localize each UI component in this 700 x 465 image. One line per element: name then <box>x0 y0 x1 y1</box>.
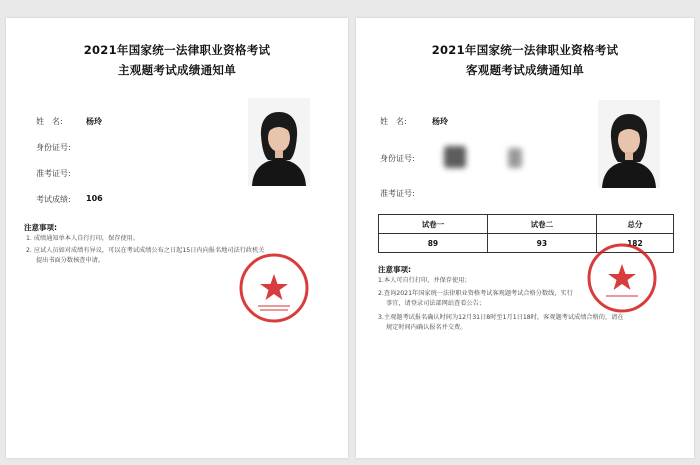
objective-score-notice <box>356 18 694 458</box>
notice-title: 2021年国家统一法律职业资格考试 <box>83 43 271 57</box>
note-item: 2.查询2021年国家统一法律职业资格考试客观题考试合格分数线，实行 <box>378 290 573 297</box>
name-label: 姓 名: <box>36 117 63 126</box>
notice-title: 2021年国家统一法律职业资格考试 <box>431 43 619 57</box>
exam-number-label: 准考证号: <box>36 169 71 178</box>
id-photo <box>598 100 660 188</box>
table-header-row <box>379 215 674 234</box>
notice-subtitle: 客观题考试成绩通知单 <box>466 63 584 77</box>
name-value: 杨玲 <box>432 117 448 126</box>
notice-subtitle: 主观题考试成绩通知单 <box>118 63 236 77</box>
note-item: 2. 应试人员如对成绩有异议，可以在考试成绩公布之日起15日内向报名地司法行政机关 <box>26 247 265 254</box>
name-label: 姓 名: <box>380 117 407 126</box>
table-cell: 93 <box>487 234 596 253</box>
score-label: 考试成绩: <box>36 195 71 204</box>
id-photo <box>248 98 310 186</box>
exam-number-label: 准考证号: <box>380 189 415 198</box>
subjective-score-notice <box>6 18 348 458</box>
note-item: 3.主观题考试报名确认时间为12月31日8时至1月1日18时，客观题考试成绩合格的，请在 <box>378 314 624 321</box>
note-item: 1.本人可自行打印，并保存使用； <box>378 277 471 284</box>
table-cell: 89 <box>379 234 488 253</box>
note-item: 事宜，请登录司法部网站查看公告； <box>386 300 485 307</box>
redacted-id-number <box>508 148 522 168</box>
official-seal-icon <box>586 242 658 314</box>
notes-title: 注意事项: <box>24 223 57 232</box>
score-value: 106 <box>86 194 103 203</box>
note-item: 规定时间内确认报名并交费。 <box>386 324 467 331</box>
table-cell: 182 <box>596 234 673 253</box>
table-header-cell: 总分 <box>596 215 673 234</box>
redacted-id-number <box>444 146 466 168</box>
note-item: 1. 成绩通知单本人自行打印，保存使用。 <box>26 235 140 242</box>
notes-title: 注意事项: <box>378 265 411 274</box>
table-header-cell: 试卷二 <box>487 215 596 234</box>
id-number-label: 身份证号: <box>380 154 415 163</box>
official-seal-icon <box>238 252 310 324</box>
table-header-cell: 试卷一 <box>379 215 488 234</box>
name-value: 杨玲 <box>86 117 102 126</box>
id-number-label: 身份证号: <box>36 143 71 152</box>
note-item: 提出书面分数核查申请。 <box>36 257 105 264</box>
